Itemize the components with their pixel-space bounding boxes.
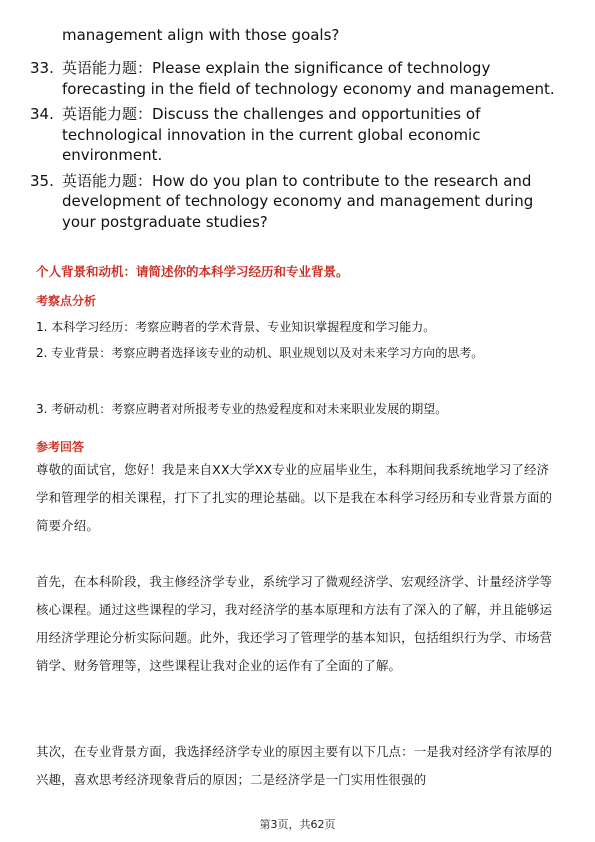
- question-text: 英语能力题：How do you plan to contribute to the research and development of technology economy and management during your postgraduate studies?: [62, 171, 534, 231]
- analysis-heading: 考察点分析: [36, 294, 97, 308]
- answer-paragraph: 尊敬的面试官，您好！我是来自XX大学XX专业的应届毕业生，本科期间我系统地学习了经济学和管理学的相关课程，打下了扎实的理论基础。以下是我在本科学习经历和专业背景方面的简要介绍。: [36, 462, 553, 533]
- question-number: 33.: [30, 59, 54, 77]
- analysis-item: 1. 本科学习经历：考察应聘者的学术背景、专业知识掌握程度和学习能力。: [36, 320, 436, 334]
- section-title: 个人背景和动机：请简述你的本科学习经历和专业背景。: [36, 264, 349, 279]
- question-number: 34.: [30, 105, 54, 123]
- question-text: 英语能力题：Please explain the significance of technology forecasting in the field of technology economy and management.: [62, 59, 555, 98]
- question-text: 英语能力题：Discuss the challenges and opportunities of technological innovation in the current global economic environment.: [62, 105, 481, 164]
- question-list: [30, 58, 570, 237]
- list-item: [30, 171, 570, 233]
- question-number: 35.: [30, 171, 54, 190]
- analysis-item: 2. 专业背景：考察应聘者选择该专业的动机、职业规划以及对未来学习方向的思考。: [36, 346, 484, 360]
- answer-paragraph: 首先，在本科阶段，我主修经济学专业，系统学习了微观经济学、宏观经济学、计量经济学等核心课程。通过这些课程的学习，我对经济学的基本原理和方法有了深入的了解，并且能够运用经济学理论分析实际问题。此外，我还学习了管理学的基本知识，包括组织行为学、市场营销学、财务管理等，这些课程让我对企业的运作有了全面的了解。: [36, 574, 553, 673]
- list-item: [30, 104, 570, 166]
- list-item: [30, 58, 570, 99]
- answer-paragraph: 其次，在专业背景方面，我选择经济学专业的原因主要有以下几点：一是我对经济学有浓厚的兴趣，喜欢思考经济现象背后的原因；二是经济学是一门实用性很强的: [36, 744, 553, 787]
- analysis-item: 3. 考研动机：考察应聘者对所报考专业的热爱程度和对未来职业发展的期望。: [36, 402, 448, 416]
- question-continuation: management align with those goals?: [62, 26, 340, 44]
- page-number: 第3页，共62页: [259, 818, 336, 831]
- answer-heading: 参考回答: [36, 440, 85, 454]
